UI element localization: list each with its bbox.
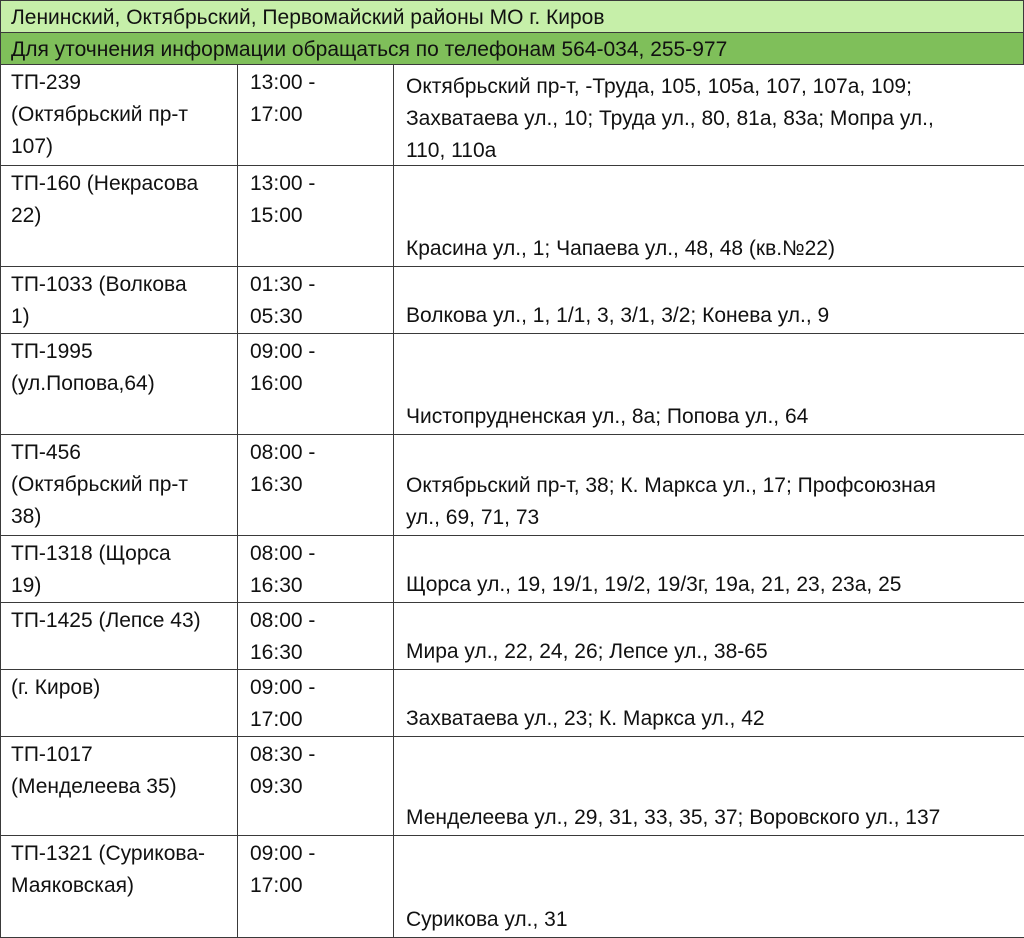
table-row — [1, 166, 1024, 267]
contact-phones-text: Для уточнения информации обращаться по телефонам 564-034, 255-977 — [11, 38, 728, 61]
substation-cell: ТП-239 (Октябрьский пр-т 107) — [1, 65, 238, 165]
addresses-cell — [394, 166, 1024, 266]
time-window-cell: 08:30 - 09:30 — [238, 737, 394, 835]
time-window-cell: 08:00 - 16:30 — [238, 435, 394, 535]
contact-band — [1, 33, 1024, 65]
substation-cell: ТП-1425 (Лепсе 43) — [1, 603, 238, 669]
addresses-cell — [394, 65, 1024, 165]
substation-cell: ТП-160 (Некрасова 22) — [1, 166, 238, 266]
time-window-cell: 13:00 - 15:00 — [238, 166, 394, 266]
addresses-cell — [394, 836, 1024, 937]
district-title: Ленинский, Октябрьский, Первомайский районы МО г. Киров — [11, 6, 605, 29]
district-title-band — [1, 0, 1024, 33]
time-window-cell: 13:00 - 17:00 — [238, 65, 394, 165]
time-window-cell: 01:30 - 05:30 — [238, 267, 394, 333]
table-row — [1, 334, 1024, 435]
addresses-text: Щорса ул., 19, 19/1, 19/2, 19/3г, 19а, 21, 23, 23а, 25 — [406, 573, 902, 596]
substation-cell: ТП-1033 (Волкова 1) — [1, 267, 238, 333]
substation-cell: ТП-1318 (Щорса 19) — [1, 536, 238, 602]
time-window-cell: 09:00 - 16:00 — [238, 334, 394, 434]
time-window-cell: 09:00 - 17:00 — [238, 836, 394, 937]
addresses-text: Октябрьский пр-т, 38; К. Маркса ул., 17; Профсоюзная ул., 69, 71, 73 — [406, 474, 936, 529]
addresses-cell — [394, 536, 1024, 602]
time-window-cell: 08:00 - 16:30 — [238, 603, 394, 669]
table-row — [1, 536, 1024, 603]
table-row — [1, 267, 1024, 334]
addresses-cell — [394, 334, 1024, 434]
addresses-cell — [394, 435, 1024, 535]
substation-cell: ТП-1321 (Сурикова- Маяковская) — [1, 836, 238, 937]
addresses-cell — [394, 670, 1024, 736]
table-row — [1, 737, 1024, 836]
addresses-text: Захватаева ул., 23; К. Маркса ул., 42 — [406, 707, 765, 730]
addresses-text: Сурикова ул., 31 — [406, 908, 568, 931]
table-row — [1, 670, 1024, 737]
substation-cell: (г. Киров) — [1, 670, 238, 736]
table-row — [1, 435, 1024, 536]
addresses-text: Мира ул., 22, 24, 26; Лепсе ул., 38-65 — [406, 640, 768, 663]
table-row — [1, 65, 1024, 166]
table-row — [1, 836, 1024, 938]
addresses-text: Волкова ул., 1, 1/1, 3, 3/1, 3/2; Конева ул., 9 — [406, 304, 830, 327]
time-window-cell: 08:00 - 16:30 — [238, 536, 394, 602]
addresses-text: Октябрьский пр-т, -Труда, 105, 105а, 107, 107а, 109; Захватаева ул., 10; Труда ул., 80, 81а, 83а; Мопра ул., 110, 110а — [406, 75, 934, 162]
table-row — [1, 603, 1024, 670]
addresses-text: Чистопрудненская ул., 8а; Попова ул., 64 — [406, 405, 809, 428]
addresses-text: Менделеева ул., 29, 31, 33, 35, 37; Воровского ул., 137 — [406, 806, 941, 829]
addresses-cell — [394, 267, 1024, 333]
substation-cell: ТП-1995 (ул.Попова,64) — [1, 334, 238, 434]
substation-cell: ТП-456 (Октябрьский пр-т 38) — [1, 435, 238, 535]
substation-cell: ТП-1017 (Менделеева 35) — [1, 737, 238, 835]
addresses-cell — [394, 737, 1024, 835]
addresses-text: Красина ул., 1; Чапаева ул., 48, 48 (кв.№22) — [406, 237, 835, 260]
time-window-cell: 09:00 - 17:00 — [238, 670, 394, 736]
addresses-cell — [394, 603, 1024, 669]
